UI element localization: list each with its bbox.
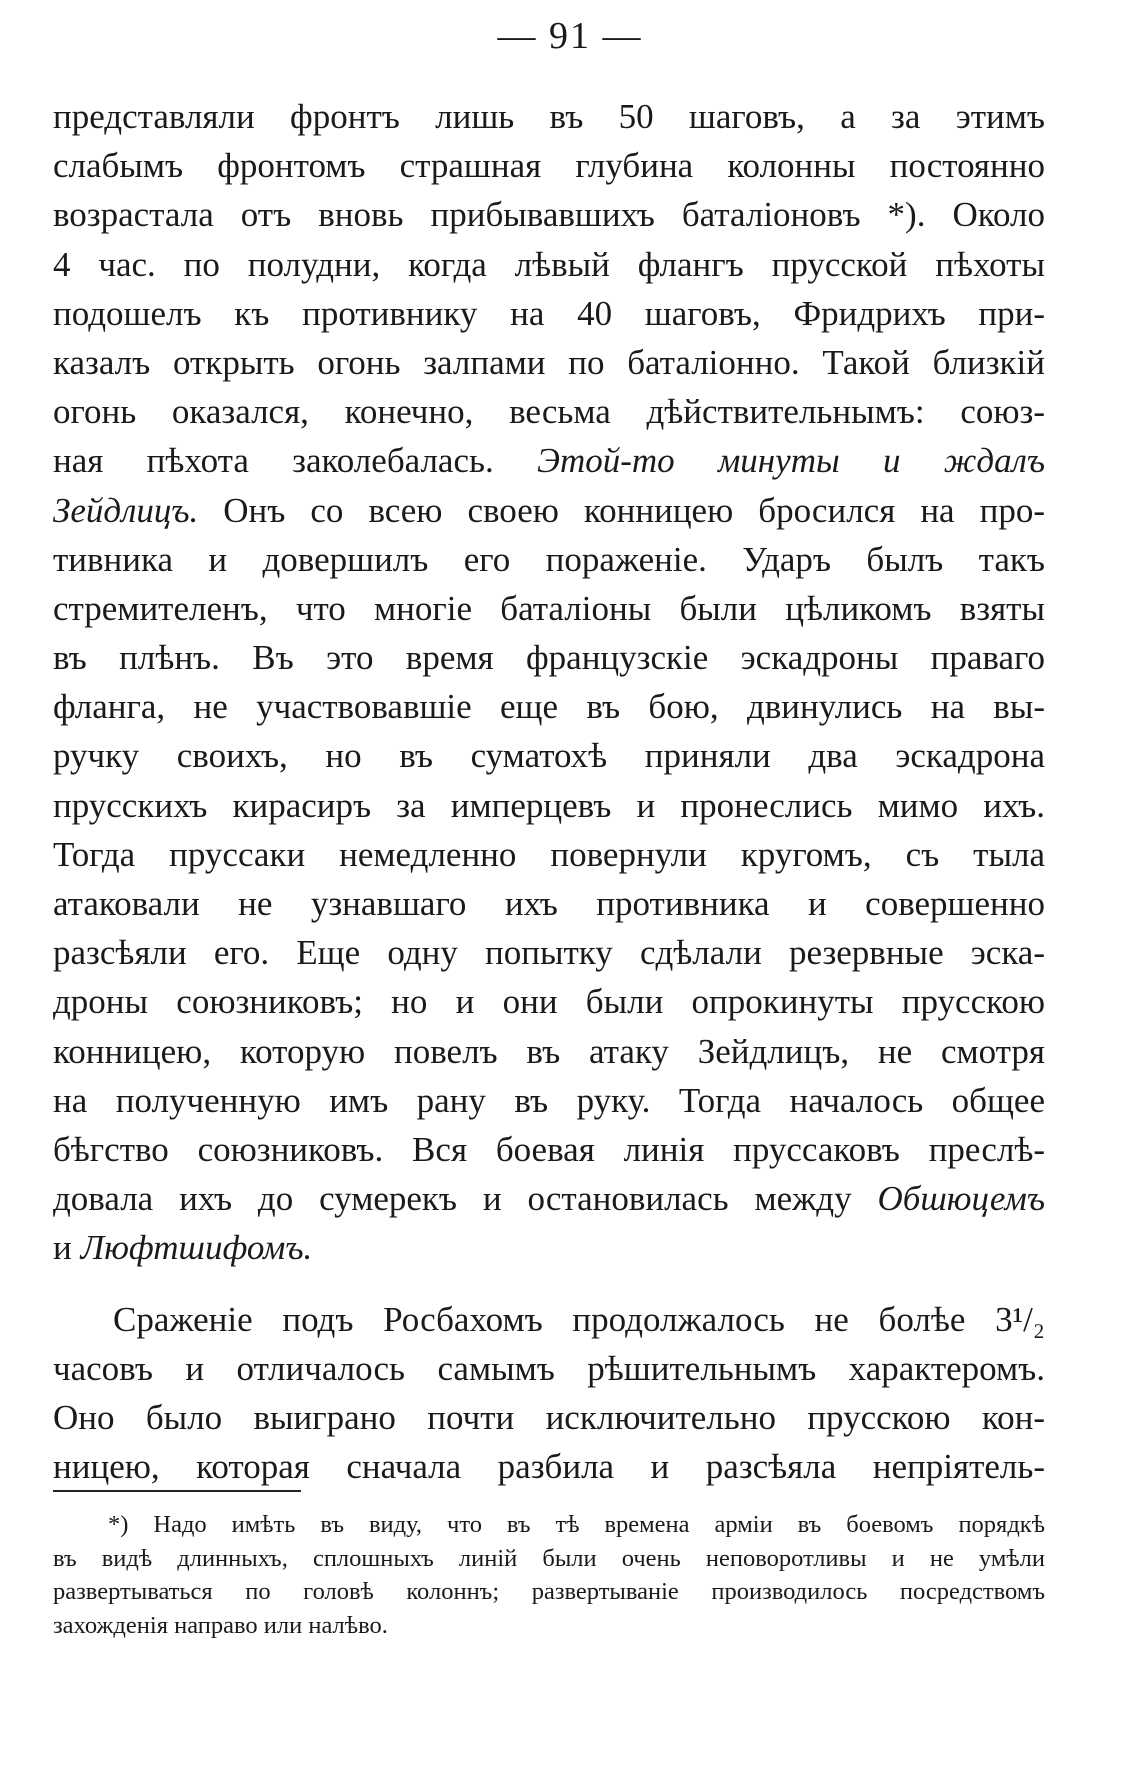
text-line [53,436,1045,485]
text-line: конницею, которую повелъ въ атаку Зейдлицъ, не смотря [53,1031,1045,1071]
text-line: возрастала отъ вновь прибывавшихъ баталiоновъ *). Около [53,195,1045,235]
footnote-divider [53,1490,301,1492]
italic-run: Обшюцемъ [877,1179,1045,1219]
italic-run: Люфтшифомъ. [80,1228,313,1268]
text-line: атаковали не узнавшаго ихъ противника и совершенно [53,884,1045,923]
text-run: ная пѣхота заколебалась. [53,441,538,481]
main-text [53,92,1045,1491]
text-line: огонь оказался, конечно, весьма дѣйствительнымъ: союз- [53,392,1045,432]
text-line: тивника и довершилъ его пораженiе. Ударъ былъ такъ [53,539,1045,579]
text-line: 4 час. по полудни, когда лѣвый флангъ прусской пѣхоты [53,244,1045,284]
text-line: Сраженiе подъ Росбахомъ продолжалось не болѣе 3¹/₂ [113,1299,1045,1339]
italic-run: Зейдлицъ. [53,490,199,530]
text-line [53,486,1045,535]
text-line: прусскихъ кирасиръ за имперцевъ и пронеслись мимо ихъ. [53,785,1045,825]
text-line: стремителенъ, что многiе баталiоны были цѣликомъ взяты [53,588,1045,628]
text-line: слабымъ фронтомъ страшная глубина колонны постоянно [53,146,1045,186]
footnote-line: *) Надо имѣть въ виду, что въ тѣ времена армiи въ боевомъ порядкѣ [108,1511,1045,1538]
text-line: дроны союзниковъ; но и они были опрокинуты прусскою [53,982,1045,1022]
footnote-line: развертываться по головѣ колоннъ; развертыванiе производилось посредствомъ [53,1578,1045,1605]
footnote-line: въ видѣ длинныхъ, сплошныхъ линiй были очень неповоротливы и не умѣли [53,1544,1045,1572]
footnote-line: захожденiя направо или налѣво. [53,1611,388,1639]
text-run: довала ихъ до сумерекъ и остановилась между [53,1179,878,1219]
text-line: разсѣяли его. Еще одну попытку сдѣлали резервные эска- [53,933,1045,973]
text-line: ницею, которая сначала разбила и разсѣяла непрiятель- [53,1447,1045,1487]
footnote [53,1508,1045,1642]
text-run: Онъ со всею своею конницею бросился на про- [198,490,1045,530]
text-line [53,1223,1045,1272]
text-line: бѣгство союзниковъ. Вся боевая линiя пруссаковъ преслѣ- [53,1129,1045,1169]
text-line: представляли фронтъ лишь въ 50 шаговъ, а за этимъ [53,97,1045,136]
text-line: Тогда пруссаки немедленно повернули кругомъ, съ тыла [53,834,1045,874]
text-line: ручку своихъ, но въ суматохѣ приняли два эскадрона [53,736,1045,776]
text-line: въ плѣнъ. Въ это время французскiе эскадроны праваго [53,638,1045,678]
italic-run: Этой-то минуты и ждалъ [537,441,1045,481]
text-line: подошелъ къ противнику на 40 шаговъ, Фридрихъ при- [53,293,1045,333]
text-line: на полученную имъ рану въ руку. Тогда началось общее [53,1080,1045,1120]
text-line: фланга, не участвовавшiе еще въ бою, двинулись на вы- [53,687,1045,727]
text-line: часовъ и отличалось самымъ рѣшительнымъ характеромъ. [53,1348,1045,1388]
text-line [53,1174,1045,1223]
text-line: казалъ открыть огонь залпами по баталiонно. Такой близкiй [53,342,1045,382]
page-number: — 91 — [497,15,643,57]
paragraph-gap [53,1273,1045,1295]
text-line: Оно было выиграно почти исключительно прусскою кон- [53,1397,1045,1437]
text-run: и [53,1228,81,1268]
